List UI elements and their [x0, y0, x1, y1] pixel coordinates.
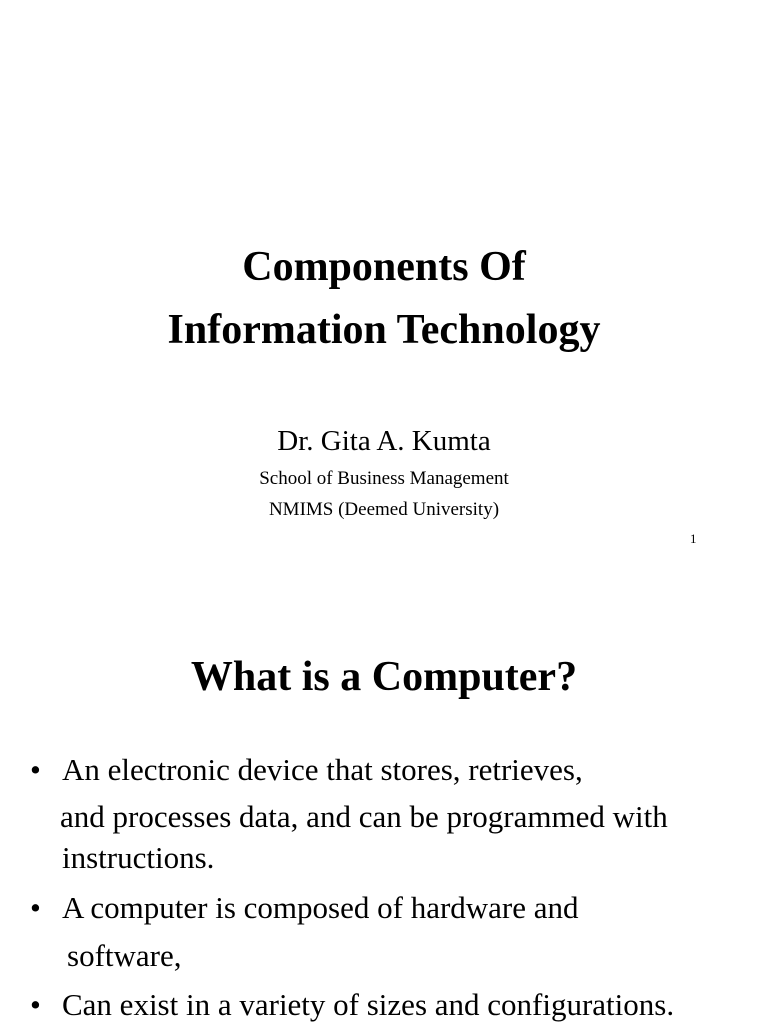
- bullet-2-line-2: software,: [67, 938, 182, 973]
- bullet-marker: •: [30, 890, 41, 925]
- bullet-marker: •: [30, 987, 41, 1022]
- slide-title-line-2: Information Technology: [167, 307, 601, 353]
- page-number: 1: [690, 531, 697, 546]
- bullet-marker: •: [30, 752, 41, 787]
- slide-title-line-1: Components Of: [242, 244, 526, 290]
- bullet-3-line-1: Can exist in a variety of sizes and configurations.: [62, 987, 675, 1022]
- bullet-1-line-3: instructions.: [62, 840, 215, 875]
- bullet-1-line-2: and processes data, and can be programmed with: [60, 799, 668, 834]
- slide-heading: What is a Computer?: [190, 654, 578, 700]
- author-name: Dr. Gita A. Kumta: [277, 425, 491, 457]
- bullet-1-line-1: An electronic device that stores, retrieves,: [62, 752, 583, 787]
- school-name: School of Business Management: [259, 468, 509, 489]
- bullet-2-line-1: A computer is composed of hardware and: [62, 890, 579, 925]
- institution-name: NMIMS (Deemed University): [268, 499, 500, 520]
